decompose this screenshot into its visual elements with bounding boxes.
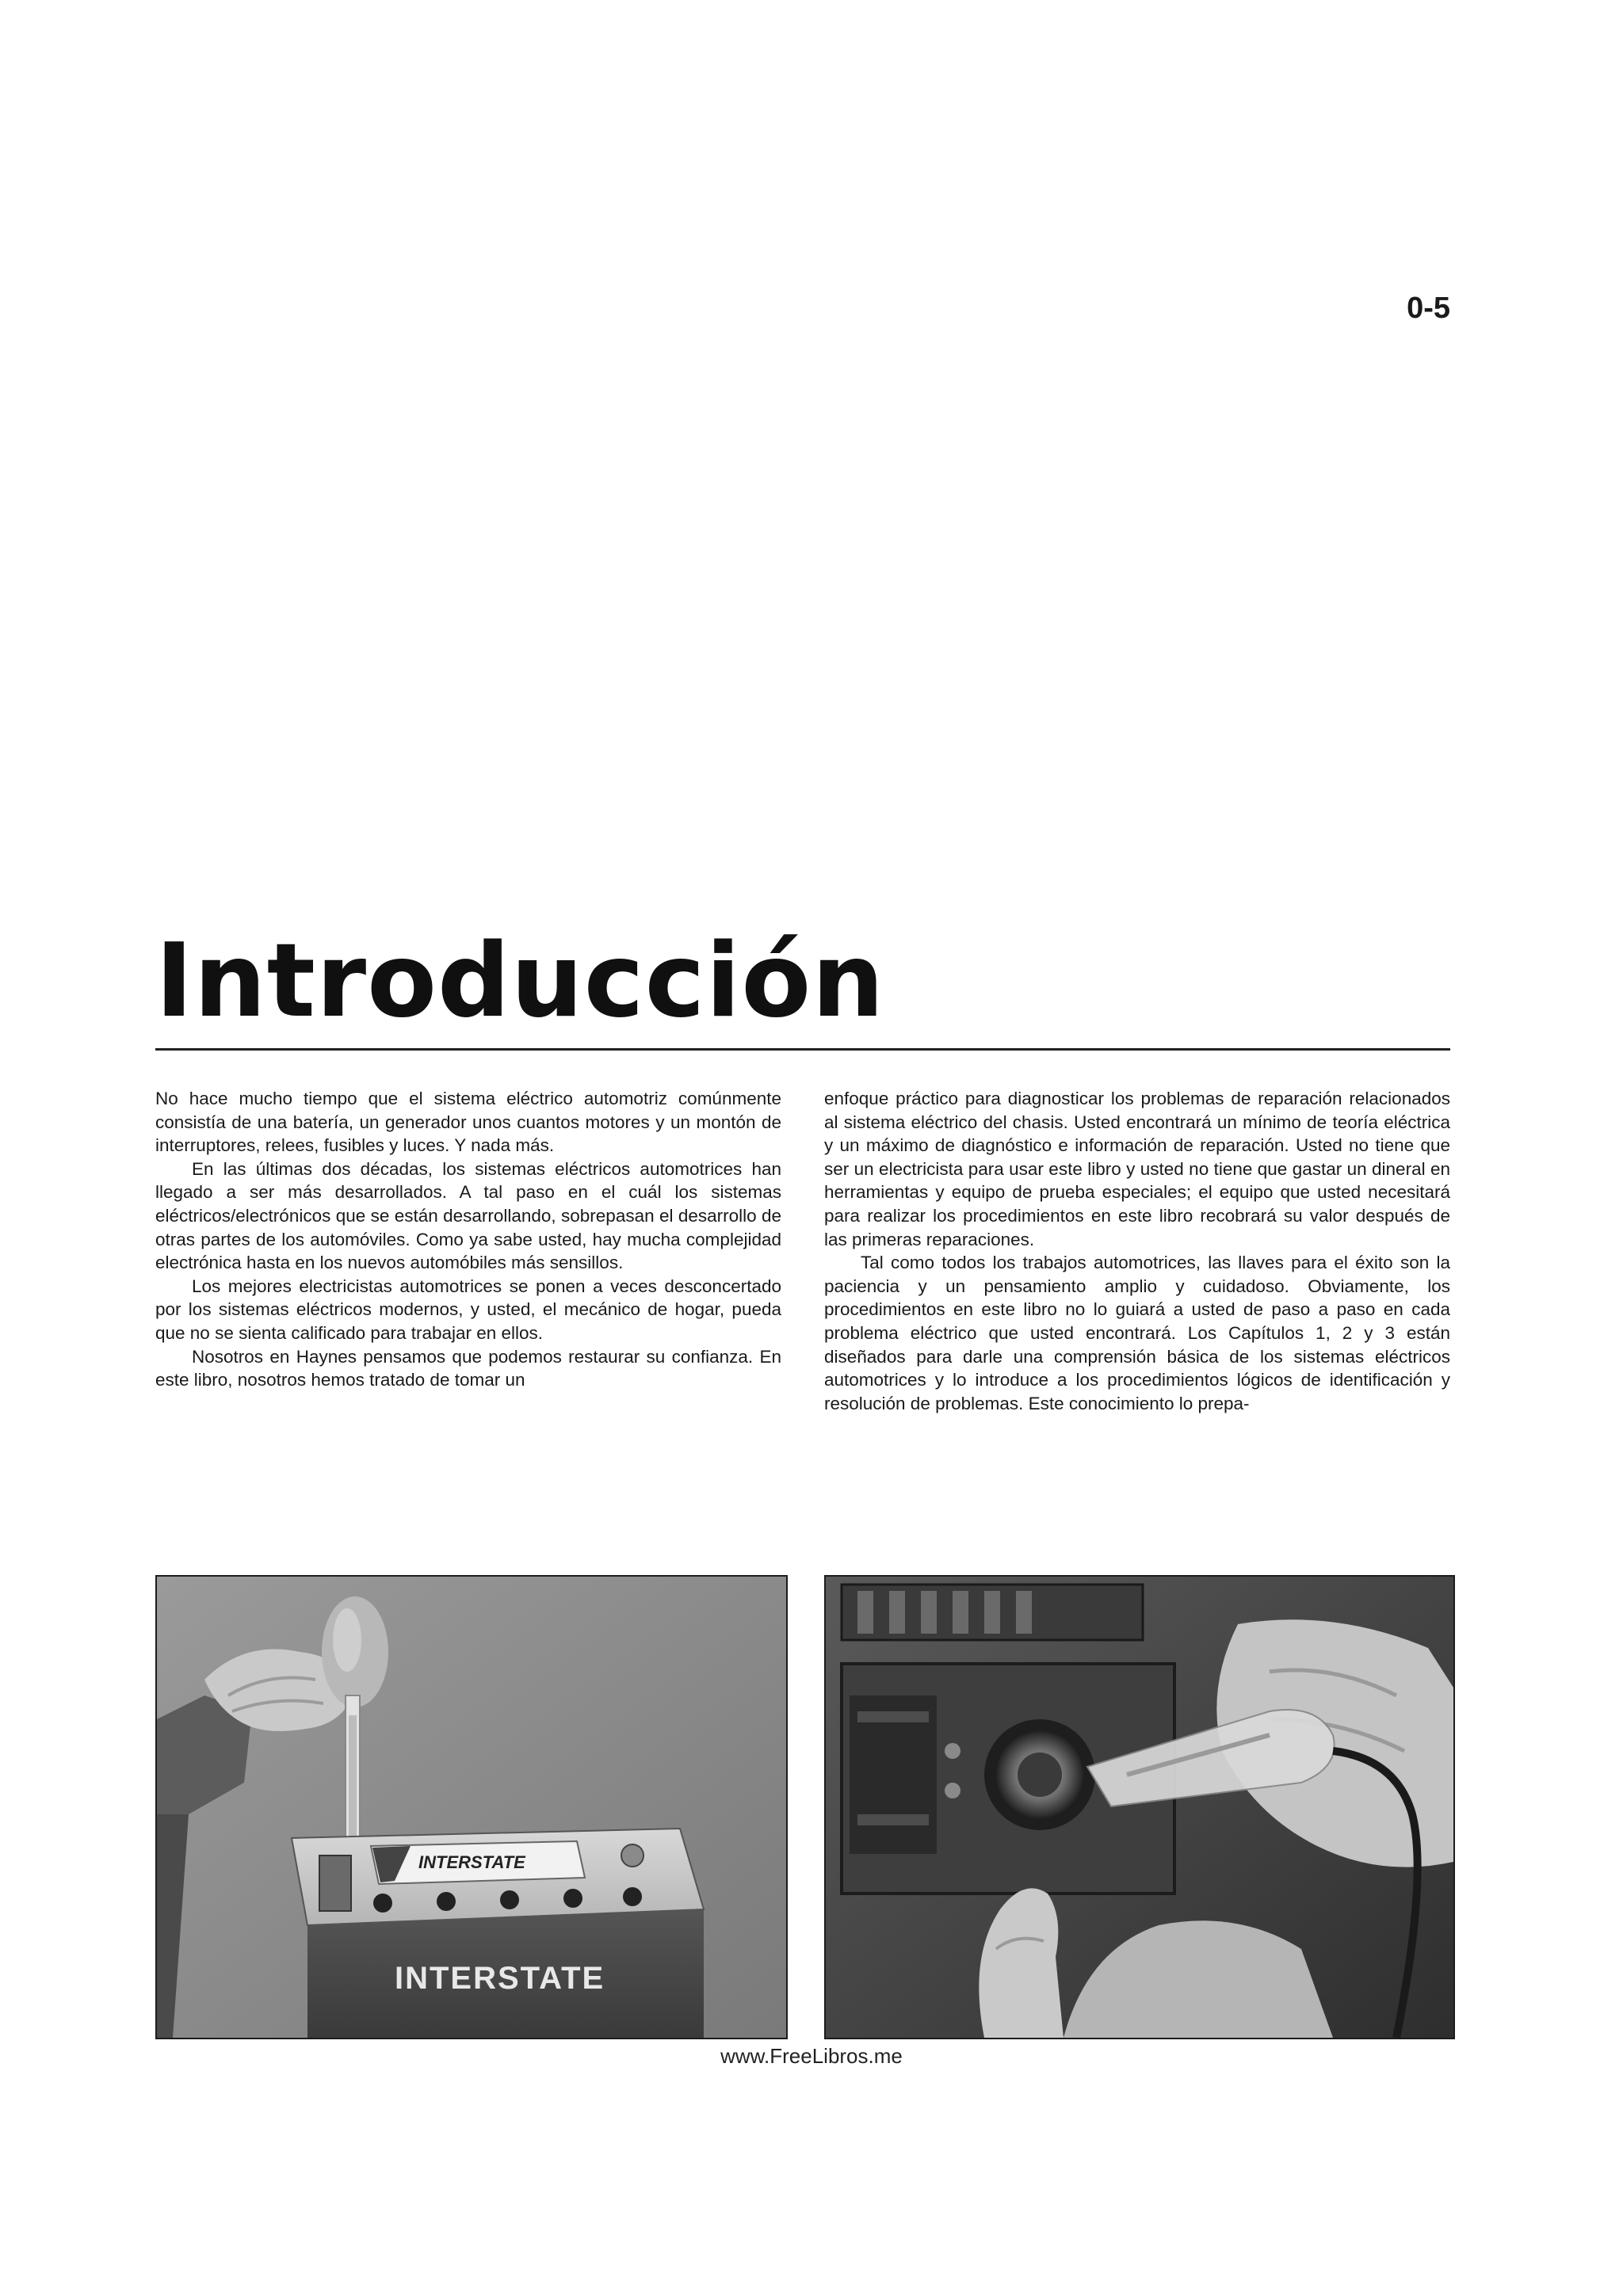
paragraph: enfoque práctico para diagnosticar los problemas de reparación relacionados al sistema eléctrico del chasis. Usted encontrará un mínimo de teoría eléctrica y un máximo de diagnóstico e información de reparación. Usted no tiene que ser un electricista para usar este libro y usted no tiene que gastar un dineral en herramientas y equipo de prueba especiales; el equipo que usted necesitará para realizar los procedimientos en este libro recobrará su valor después de las primeras reparaciones. bbox=[824, 1089, 1450, 1249]
battery-label-top: INTERSTATE bbox=[418, 1852, 525, 1872]
left-text-column bbox=[155, 1087, 781, 1392]
paragraph: Tal como todos los trabajos automotrices, las llaves para el éxito son la paciencia y un pensamiento amplio y cuidadoso. Obviamente, los procedimientos en este libro no lo guiará a usted de paso a paso en cada problema eléctrico que usted encontrará. Los Capítulos 1, 2 y 3 están diseñados para darle una comprensión básica de los sistemas eléctricos automotrices y lo introduce a los procedimientos lógicos de identificación y resolución de problemas. Este conocimiento lo prepa- bbox=[824, 1253, 1450, 1413]
battery-label-side: INTERSTATE bbox=[395, 1961, 605, 1996]
footer-website-link[interactable]: www.FreeLibros.me bbox=[720, 2044, 903, 2068]
right-text-column bbox=[824, 1087, 1450, 1415]
photo-dashboard-socket-test bbox=[824, 1575, 1455, 2039]
title-divider bbox=[155, 1048, 1450, 1051]
page-number: 0-5 bbox=[1407, 292, 1450, 325]
paragraph: En las últimas dos décadas, los sistemas eléctricos automotrices han llegado a ser más desarrollados. A tal paso en el cuál los sistemas eléctricos/electrónicos que se están desarrollando, sobrepasan el desarrollo de otras partes de los automóviles. Como ya sabe usted, hay mucha complejidad electrónica hasta en los nuevos automóbiles más sensillos. bbox=[155, 1158, 781, 1273]
paragraph: No hace mucho tiempo que el sistema eléctrico automotriz comúnmente consistía de una batería, un generador unos cuantos motores y un montón de interruptores, relees, fusibles y luces. Y nada más. bbox=[155, 1089, 781, 1156]
paragraph: Nosotros en Haynes pensamos que podemos restaurar su confianza. En este libro, nosotros hemos tratado de tomar un bbox=[155, 1346, 781, 1390]
paragraph: Los mejores electricistas automotrices se ponen a veces desconcertado por los sistemas eléctricos modernos, y usted, el mecánico de hogar, pueda que no se sienta calificado para trabajar en ellos. bbox=[155, 1276, 781, 1343]
battery-photo-illustration bbox=[157, 1577, 786, 2038]
photo-battery-test-light bbox=[155, 1575, 788, 2039]
page-title: Introducción bbox=[155, 922, 885, 1040]
dashboard-photo-illustration bbox=[826, 1577, 1453, 2038]
